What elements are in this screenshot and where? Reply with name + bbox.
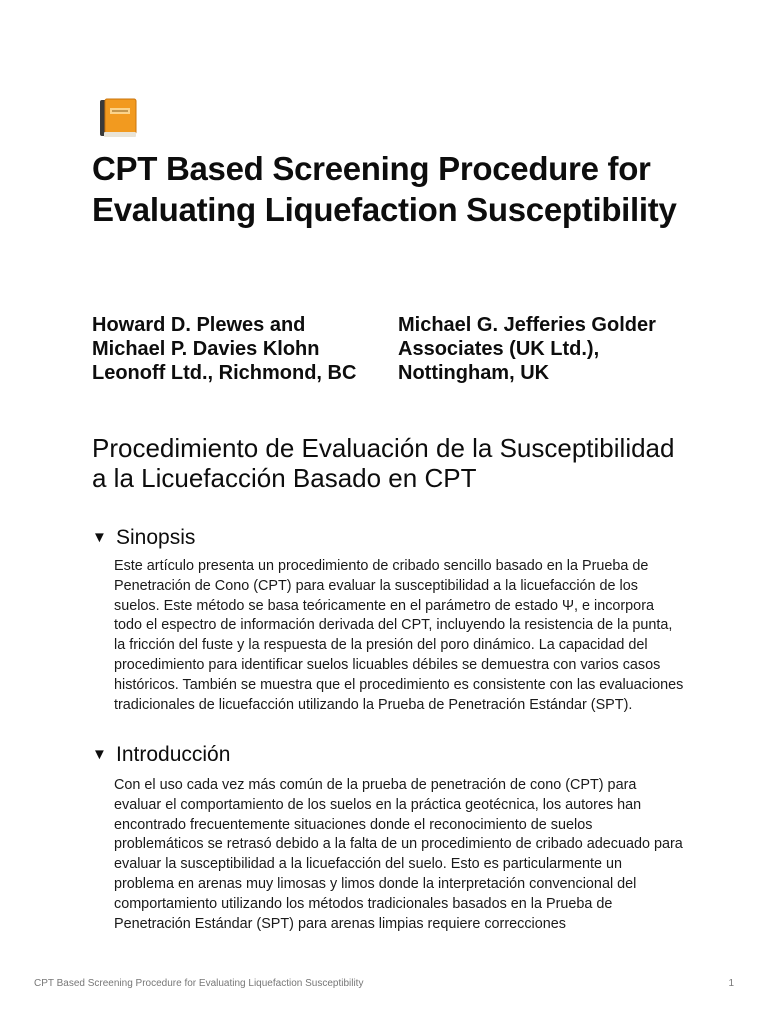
triangle-down-icon: ▼ — [92, 529, 107, 546]
footer-title: CPT Based Screening Procedure for Evaluating Liquefaction Susceptibility — [34, 978, 364, 989]
section-heading-sinopsis: Sinopsis — [116, 526, 196, 549]
section-toggle-sinopsis[interactable] — [92, 525, 195, 551]
triangle-down-icon: ▼ — [92, 746, 107, 763]
authors-left: Howard D. Plewes and Michael P. Davies Klohn Leonoff Ltd., Richmond, BC — [92, 314, 357, 384]
book-icon — [96, 96, 140, 140]
authors-right: Michael G. Jefferies Golder Associates (UK Ltd.), Nottingham, UK — [398, 314, 656, 384]
page-number: 1 — [728, 978, 734, 989]
section-text-introduccion: Con el uso cada vez más común de la prueba de penetración de cono (CPT) para evaluar el comportamiento de los suelos en la práctica geotécnica, los autores han encontrado frecuentemente situaciones donde el reconocimiento de suelos problemáticos se retrasó debido a la falta de un procedimiento de cribado adecuado para evaluar la susceptibilidad a la licuefacción del suelo. Esto es particularmente un problema en arenas muy limosas y limos donde la interpretación convencional del comportamiento utilizando los métodos tradicionales basados en la Prueba de Penetración Estándar (SPT) para arenas limpias requiere correcciones — [114, 777, 683, 932]
section-toggle-introduccion[interactable] — [92, 742, 230, 768]
section-text-sinopsis: Este artículo presenta un procedimiento de cribado sencillo basado en la Prueba de Penetración de Cono (CPT) para evaluar la susceptibilidad a la licuefacción de los suelos. Este método se basa teóricamente en el parámetro de estado Ψ, e incorpora todo el espectro de información derivada del CPT, incluyendo la resistencia de la punta, la fricción del fuste y la respuesta de la presión del poro dinámico. La capacidad del procedimiento para identificar suelos licuables débiles se demuestra con varios casos históricos. También se muestra que el procedimiento es consistente con las evaluaciones tradicionales de licuefacción utilizando la Prueba de Penetración Estándar (SPT). — [114, 558, 684, 713]
document-subtitle: Procedimiento de Evaluación de la Susceptibilidad a la Licuefacción Basado en CPT — [92, 433, 675, 493]
document-title: CPT Based Screening Procedure for Evaluating Liquefaction Susceptibility — [92, 150, 677, 228]
section-heading-introduccion: Introducción — [116, 743, 231, 766]
